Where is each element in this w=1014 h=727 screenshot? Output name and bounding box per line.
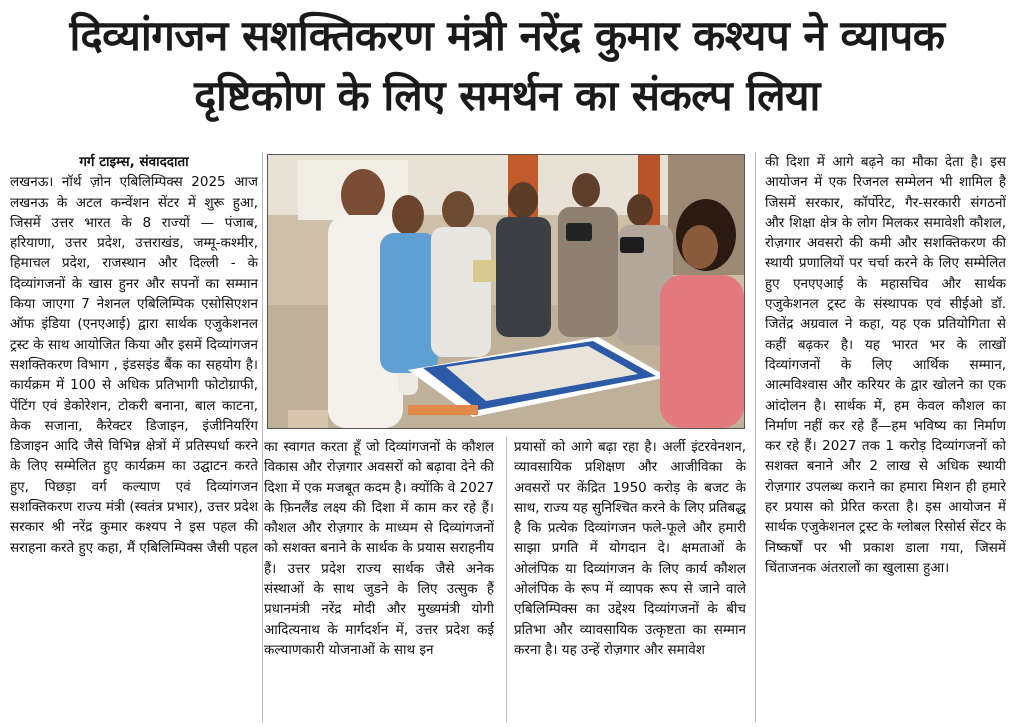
byline: गर्ग टाइम्स, संवाददाता [79,154,189,170]
column-divider [755,152,756,722]
article-column-3 [514,437,746,722]
column-2-text: का स्वागत करता हूँ जो दिव्यांगजनों के कौशल विकास और रोज़गार अवसरों को बढ़ावा देने की दिशा में एक मजबूत कदम है। क्योंकि वे 2027 के फ़िनलैंड लक्ष्य की दिशा में काम कर रहे हैं। कौशल और रोज़गार के माध्यम से दिव्यांगजनों को सशक्त बनाने के सार्थक के प्रयास सराहनीय हैं। उत्तर प्रदेश राज्य सार्थक जैसे अनेक संस्थाओं के साथ जुडने के लिए उत्सुक हैं प्रधानमंत्री नरेंद्र मोदी और मुख्यमंत्री योगी आदित्यनाथ के मार्गदर्शन में, उत्तर प्रदेश कई कल्याणकारी योजनाओं के साथ इन [264,439,494,658]
headline [0,6,1014,126]
headline-line-2: दृष्टिकोण के लिए समर्थन का संकल्प लिया [194,71,820,120]
column-divider [262,152,263,722]
news-photo-illustration [268,155,744,428]
column-3-text: प्रयासों को आगे बढ़ा रहा है। अर्ली इंटरवेनशन, व्यावसायिक प्रशिक्षण और आजीविका के अवसरों पर केंद्रित 1950 करोड़ के बजट के साथ, राज्य यह सुनिश्चित करने के लिए प्रतिबद्ध है कि प्रत्येक दिव्यांगजन फले-फूले और हमारी साझा प्रगति में योगदान दे। क्षमताओं के ओलंपिक या दिव्यांगजन के लिए कार्य कौशल ओलंपिक के रूप में व्यापक रूप से जाने वाले एबिलिम्पिक्स का उद्देश्य दिव्यांगजनों के बीच प्रतिभा और व्यावसायिक उत्कृष्टता का सम्मान करना है। यह उन्हें रोज़गार और समावेश [514,439,746,658]
article-column-1 [10,152,258,722]
column-divider [506,437,507,722]
column-1-text: लखनऊ। नॉर्थ ज़ोन एबिलिम्पिक्स 2025 आज लखनऊ के अटल कन्वेंशन सेंटर में शुरू हुआ, जिसमें उत्तर भारत के 8 राज्यों — पंजाब, हरियाणा, उत्तर प्रदेश, उत्तराखंड, जम्मू-कश्मीर, हिमाचल प्रदेश, राजस्थान और दिल्ली - के दिव्यांगजनों के खास हुनर और सपनों का सम्मान किया जाएगा 7 नेशनल एबिलिम्पिक एसोसिएशन ऑफ इंडिया (एनएआई) द्वारा सार्थक एजुकेशनल ट्रस्ट के साथ आयोजित किया और इसमें दिव्यांगजन सशक्तिकरण विभाग , इंडसइंड बैंक का सहयोग है। कार्यक्रम में 100 से अधिक प्रतिभागी फोटोग्राफी, पेंटिंग एवं डेकोरेशन, टोकरी बनाना, बाल काटना, केक सजाना, कैरेक्टर डिजाइन, इंजीनियरिंग डिजाइन आदि जैसे विभिन्न क्षेत्रों में प्रतिस्पर्धा करने के लिए सम्मेलित हुए कार्यक्रम का उद्घाटन करते हुए, पिछड़ा वर्ग कल्याण एवं दिव्यांगजन सशक्तिकरण राज्य मंत्री (स्वतंत्र प्रभार), उत्तर प्रदेश सरकार श्री नरेंद्र कुमार कश्यप ने इस पहल की सराहना करते हुए कहा, मैं एबिलिम्पिक्स जैसी पहल [10,174,258,556]
article-column-2 [264,437,494,722]
news-photo [267,154,745,429]
headline-line-1: दिव्यांगजन सशक्तिकरण मंत्री नरेंद्र कुमार कश्यप ने व्यापक [69,11,945,60]
article-column-4 [765,152,1006,722]
column-4-text: की दिशा में आगे बढ़ने का मौका देता है। इस आयोजन में एक रिजनल सम्मेलन भी शामिल है जिसमें सरकार, कॉर्पोरेट, गैर-सरकारी संगठनों और शिक्षा क्षेत्र के लोग मिलकर समावेशी कौशल, रोज़गार अवसरो की कमी और सशक्तिकरण की स्थायी प्रणालियों पर चर्चा करने के लिए सम्मेलित हुए एनएएआई के महासचिव और सार्थक एजुकेशनल ट्रस्ट के संस्थापक एवं सीईओ डॉ. जितेंद्र अग्रवाल ने कहा, यह एक प्रतियोगिता से कहीं बढ़कर है। यह भारत भर के लाखों दिव्यांगजनों के लिए आर्थिक सम्मान, आत्मविश्वास और करियर के द्वार खोलने का एक आंदोलन है। सार्थक में, हम केवल कौशल का निर्माण नहीं कर रहे हैं—हम भविष्य का निर्माण कर रहे हैं। 2027 तक 1 करोड़ दिव्यांगजनों को सशक्त बनाने और 2 लाख से अधिक स्थायी रोज़गार उपलब्ध कराने का हमारा मिशन ही हमारे हर प्रयास को प्रेरित करता है। इस आयोजन में सार्थक एजुकेशनल ट्रस्ट के ग्लोबल रिसोर्स सेंटर के निष्कर्षों पर भी प्रकाश डाला गया, जिसमें चिंताजनक अंतरालों का खुलासा हुआ। [765,154,1006,576]
